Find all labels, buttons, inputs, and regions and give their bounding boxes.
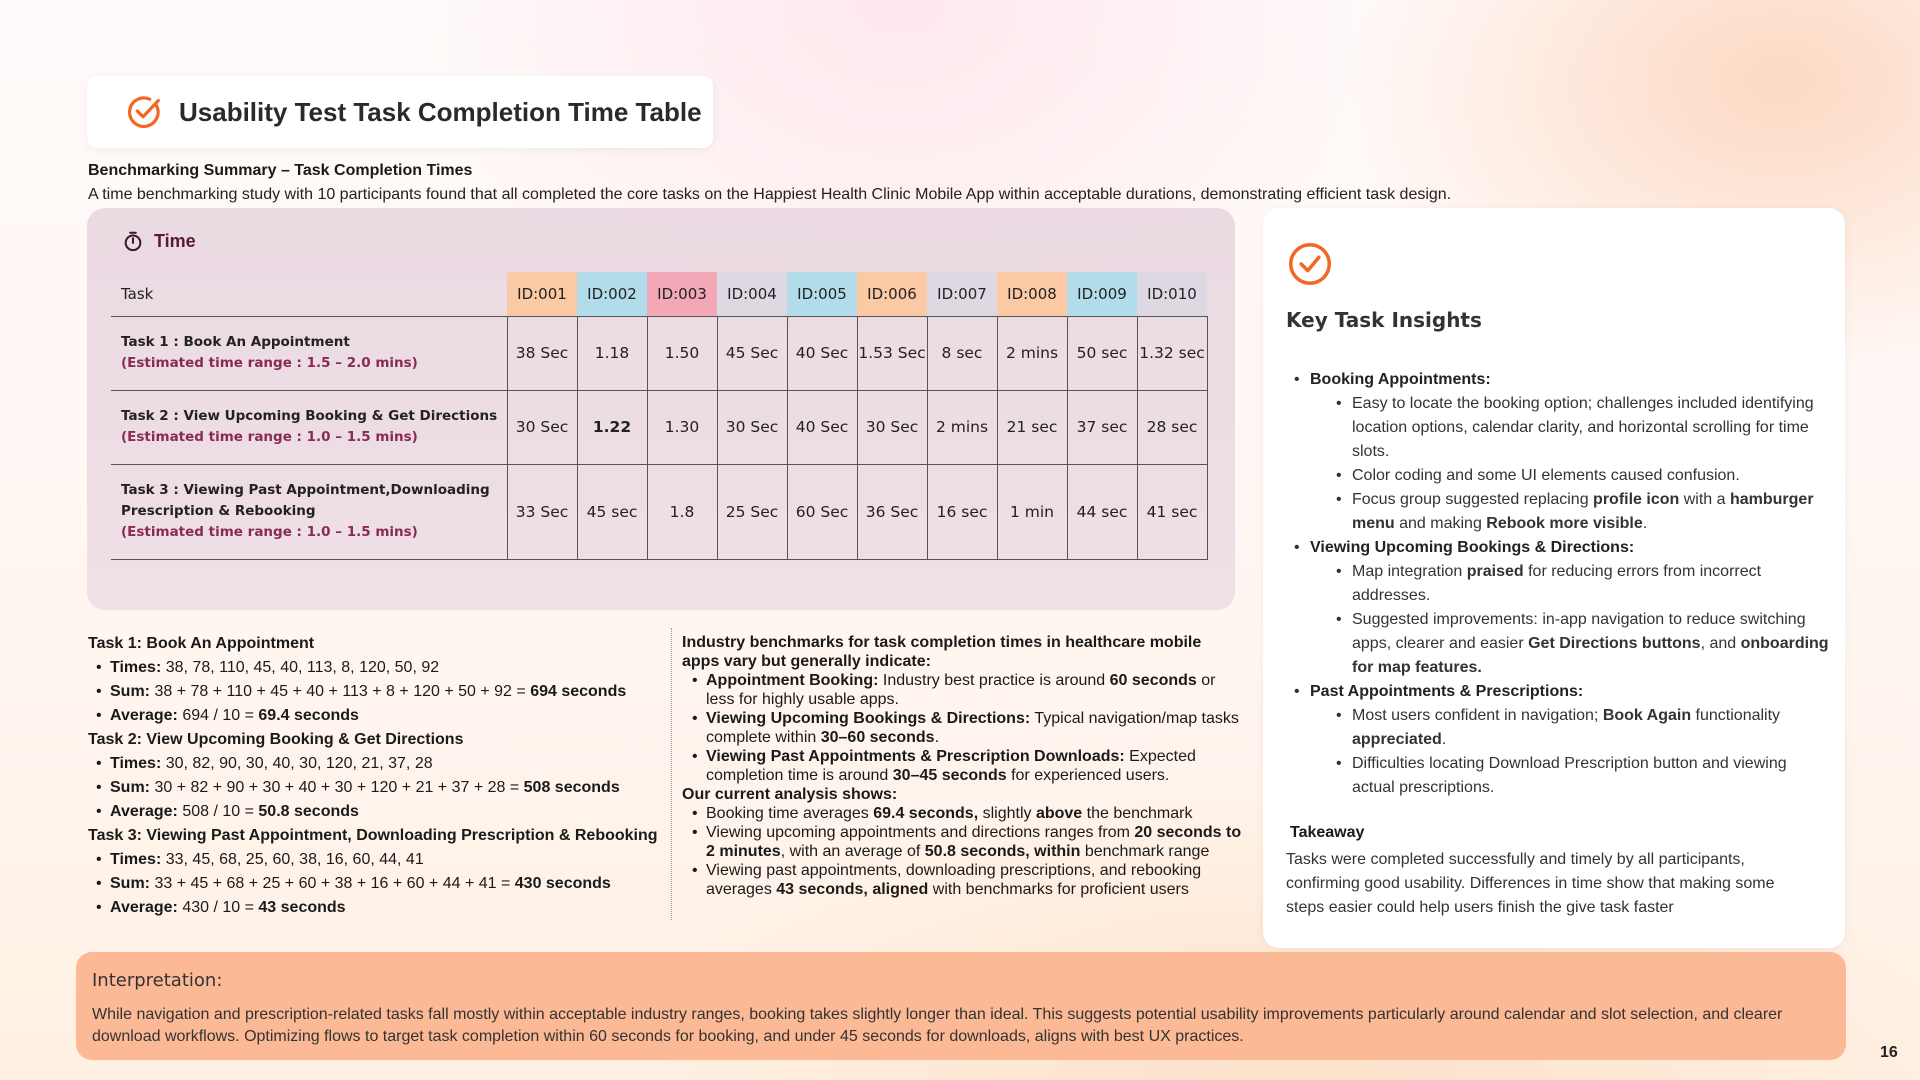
participant-header: ID:001 [507,272,577,316]
time-cell: 21 sec [997,390,1067,464]
time-cell: 37 sec [1067,390,1137,464]
task-range: (Estimated time range : 1.0 – 1.5 mins) [121,524,418,540]
task-name: Task 1 : Book An Appointment [121,334,350,350]
list-item: • Difficulties locating Download Prescription button and viewing actual prescriptions. [1310,752,1832,800]
table-row [111,390,1207,464]
calc-task3-title: Task 3: Viewing Past Appointment, Downloading Prescription & Rebooking [88,827,658,844]
participant-header: ID:008 [997,272,1067,316]
list-item: • Color coding and some UI elements caused confusion. [1310,464,1832,488]
list-item: • Viewing Past Appointments & Prescription Downloads: Expected completion time is around 30–45 seconds for experienced users. [682,747,1242,785]
list-item: • Viewing Upcoming Bookings & Directions: • Map integration praised for reducing errors from incorrect addresses. • Suggested improvements: in-app navigation to reduce switching apps, clearer and easier Get Directions buttons, and onboarding for map features. [1292,536,1832,680]
list-item: • Viewing upcoming appointments and directions ranges from 20 seconds to 2 minutes, with an average of 50.8 seconds, within benchmark range [682,823,1242,861]
takeaway-title: Takeaway [1290,824,1365,841]
task-name: Task 3 : Viewing Past Appointment,Downloading Prescription & Rebooking [121,482,490,519]
check-circle-icon [1288,242,1332,286]
time-cell: 8 sec [927,316,997,390]
task-time-table [111,272,1208,560]
page-number: 16 [1880,1044,1898,1061]
time-cell: 1.30 [647,390,717,464]
list-item: • Times: 33, 45, 68, 25, 60, 38, 16, 60, 44, 41 [88,848,678,872]
task-cell [111,390,507,464]
task-range: (Estimated time range : 1.5 – 2.0 mins) [121,355,418,371]
analysis-heading: Our current analysis shows: [682,786,898,803]
time-cell: 33 Sec [507,464,577,559]
calculation-section [88,632,678,920]
list-item: • Sum: 30 + 82 + 90 + 30 + 40 + 30 + 120 + 21 + 37 + 28 = 508 seconds [88,776,678,800]
time-cell: 30 Sec [507,390,577,464]
time-cell: 60 Sec [787,464,857,559]
time-cell: 1.32 sec [1137,316,1207,390]
section-divider [671,628,672,920]
list-item: • Times: 38, 78, 110, 45, 40, 113, 8, 120, 50, 92 [88,656,678,680]
time-cell: 2 mins [997,316,1067,390]
list-item: • Focus group suggested replacing profile icon with a hamburger menu and making Rebook more visible. [1310,488,1832,536]
task-range: (Estimated time range : 1.0 – 1.5 mins) [121,429,418,445]
time-cell: 36 Sec [857,464,927,559]
time-cell: 38 Sec [507,316,577,390]
list-item: • Most users confident in navigation; Book Again functionality appreciated. [1310,704,1832,752]
participant-header: ID:002 [577,272,647,316]
calc-task2-title: Task 2: View Upcoming Booking & Get Directions [88,731,464,748]
time-cell: 40 Sec [787,390,857,464]
participant-header: ID:005 [787,272,857,316]
time-cell: 30 Sec [857,390,927,464]
interpretation-title: Interpretation: [92,970,223,991]
insights-list [1292,368,1832,800]
time-cell: 1.50 [647,316,717,390]
time-cell: 1.22 [577,390,647,464]
calc-task1-title: Task 1: Book An Appointment [88,635,315,652]
industry-benchmarks [682,633,1242,899]
time-cell: 45 Sec [717,316,787,390]
time-cell: 30 Sec [717,390,787,464]
time-cell: 28 sec [1137,390,1207,464]
time-cell: 1 min [997,464,1067,559]
time-cell: 2 mins [927,390,997,464]
time-panel-header [122,230,196,252]
task-name: Task 2 : View Upcoming Booking & Get Directions [121,408,498,424]
list-item: • Sum: 38 + 78 + 110 + 45 + 40 + 113 + 8 + 120 + 50 + 92 = 694 seconds [88,680,678,704]
time-cell: 1.53 Sec [857,316,927,390]
list-item: • Average: 430 / 10 = 43 seconds [88,896,678,920]
list-item: • Booking time averages 69.4 seconds, slightly above the benchmark [682,804,1242,823]
time-panel-title: Time [154,230,196,251]
participant-header: ID:009 [1067,272,1137,316]
time-cell: 1.8 [647,464,717,559]
time-cell: 40 Sec [787,316,857,390]
list-item: • Booking Appointments: • Easy to locate the booking option; challenges included identifying location options, calendar clarity, and horizontal scrolling for time slots. • Color coding and some UI elements caused confusion. • Focus group suggested replacing profile icon with a hamburger menu and making Rebook more visible. [1292,368,1832,536]
industry-heading: Industry benchmarks for task completion times in healthcare mobile apps vary but generally indicate: [682,634,1202,670]
list-item: • Average: 694 / 10 = 69.4 seconds [88,704,678,728]
table-header-row [111,272,1207,316]
table-row [111,464,1207,559]
time-cell: 41 sec [1137,464,1207,559]
list-item: • Viewing Upcoming Bookings & Directions: Typical navigation/map tasks complete within 30–60 seconds. [682,709,1242,747]
list-item: • Average: 508 / 10 = 50.8 seconds [88,800,678,824]
participant-header: ID:007 [927,272,997,316]
participant-header: ID:006 [857,272,927,316]
time-cell: 25 Sec [717,464,787,559]
list-item: • Map integration praised for reducing errors from incorrect addresses. [1310,560,1832,608]
list-item: • Times: 30, 82, 90, 30, 40, 30, 120, 21, 37, 28 [88,752,678,776]
table-row [111,316,1207,390]
interpretation-text: While navigation and prescription-related tasks fall mostly within acceptable industry ranges, booking takes slightly longer than ideal. This suggests potential usability improvements particularly around calendar and slot selection, and clearer download workflows. Optimizing flows to target task completion within 60 seconds for booking, and under 45 seconds for downloads, aligns with best UX practices. [92,1006,1783,1045]
takeaway-text: Tasks were completed successfully and timely by all participants, confirming good usability. Differences in time show that making some steps easier could help users finish the give task faster [1286,851,1775,916]
participant-header: ID:003 [647,272,717,316]
list-item: • Easy to locate the booking option; challenges included identifying location options, calendar clarity, and horizontal scrolling for time slots. [1310,392,1832,464]
title-card [87,76,713,148]
benchmark-title: Benchmarking Summary – Task Completion Times [88,162,473,179]
list-item: • Viewing past appointments, downloading prescriptions, and rebooking averages 43 seconds, aligned with benchmarks for proficient users [682,861,1242,899]
page-title: Usability Test Task Completion Time Table [179,96,702,127]
participant-header: ID:010 [1137,272,1207,316]
list-item: • Appointment Booking: Industry best practice is around 60 seconds or less for highly usable apps. [682,671,1242,709]
time-cell: 50 sec [1067,316,1137,390]
check-circle-icon [125,93,163,131]
list-item: • Past Appointments & Prescriptions: • Most users confident in navigation; Book Again functionality appreciated. • Difficulties locating Download Prescription button and viewing actual prescriptions. [1292,680,1832,800]
time-cell: 1.18 [577,316,647,390]
time-cell: 16 sec [927,464,997,559]
insights-title: Key Task Insights [1286,308,1482,332]
participant-header: ID:004 [717,272,787,316]
list-item: • Suggested improvements: in-app navigation to reduce switching apps, clearer and easier Get Directions buttons, and onboarding for map features. [1310,608,1832,680]
benchmark-text: A time benchmarking study with 10 participants found that all completed the core tasks on the Happiest Health Clinic Mobile App within acceptable durations, demonstrating efficient task design. [88,186,1452,203]
time-cell: 45 sec [577,464,647,559]
list-item: • Sum: 33 + 45 + 68 + 25 + 60 + 38 + 16 + 60 + 44 + 41 = 430 seconds [88,872,678,896]
time-cell: 44 sec [1067,464,1137,559]
stopwatch-icon [122,230,144,252]
task-cell [111,316,507,390]
task-cell [111,464,507,559]
task-column-header: Task [121,284,154,303]
